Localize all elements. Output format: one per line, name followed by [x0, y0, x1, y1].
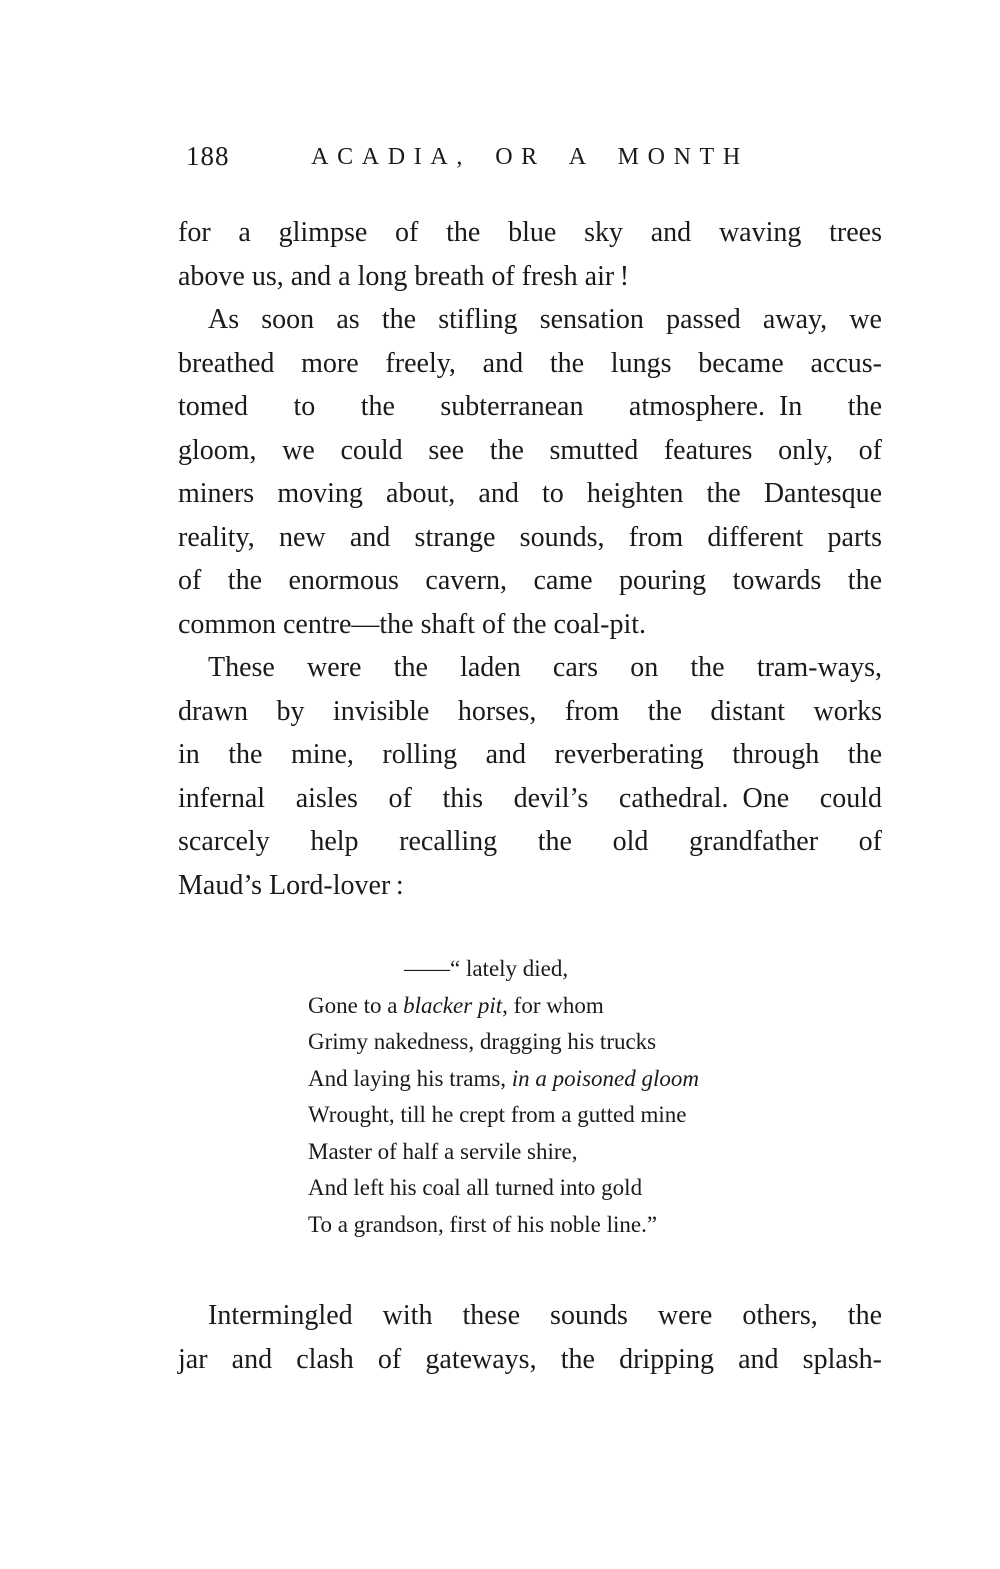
text-line: Maud’s Lord-lover :	[178, 869, 404, 901]
poem-line	[308, 951, 882, 988]
text-line: drawn by invisible horses, from the distant works	[178, 695, 882, 727]
poem-line	[308, 988, 882, 1025]
poem-text: ——“ lately died,	[404, 956, 569, 981]
text-line: tomed to the subterranean atmosphere. In the	[178, 391, 882, 422]
text-line: Intermingled with these sounds were others, the	[208, 1300, 882, 1331]
poem-text: To a grandson, first of his noble line.”	[308, 1211, 658, 1237]
paragraph-4	[178, 1294, 882, 1381]
text-line: above us, and a long breath of fresh air !	[178, 260, 630, 292]
paragraph-1	[178, 211, 882, 298]
poem-text-italic: in a poisoned gloom	[511, 1065, 699, 1091]
poem-line	[308, 1207, 882, 1244]
text-line: for a glimpse of the blue sky and waving trees	[178, 217, 882, 248]
text-line: in the mine, rolling and reverberating through the	[178, 739, 882, 770]
poem-text: Wrought, till he crept from a gutted mine	[308, 1102, 687, 1127]
text-line: These were the laden cars on the tram-ways,	[208, 652, 882, 683]
verse-quotation	[308, 951, 882, 1243]
text-line: As soon as the stifling sensation passed away, we	[208, 304, 882, 335]
poem-text-italic: blacker pit	[403, 992, 503, 1018]
poem-line	[308, 1024, 882, 1061]
text-line: scarcely help recalling the old grandfather of	[178, 826, 882, 857]
text-line: miners moving about, and to heighten the Dantesque	[178, 478, 882, 509]
text-line: reality, new and strange sounds, from different parts	[178, 521, 882, 553]
paragraph-3	[178, 646, 882, 907]
page-body	[178, 211, 882, 1381]
poem-text: Master of half a servile shire,	[308, 1138, 578, 1164]
poem-line	[308, 1170, 882, 1207]
poem-text: , for whom	[502, 992, 604, 1018]
text-line: gloom, we could see the smutted features only, of	[178, 434, 882, 466]
text-line: of the enormous cavern, came pouring towards the	[178, 565, 882, 596]
poem-text: And laying his trams,	[308, 1065, 512, 1091]
poem-text: And left his coal all turned into gold	[308, 1175, 643, 1200]
text-line: common centre—the shaft of the coal-pit.	[178, 608, 647, 640]
text-line: jar and clash of gateways, the dripping and splash-	[178, 1343, 882, 1375]
running-head	[178, 140, 882, 174]
poem-line	[308, 1097, 882, 1134]
poem-line	[308, 1061, 882, 1098]
page-number: 188	[186, 141, 230, 171]
poem-text: Gone to a	[308, 992, 404, 1018]
poem-text: Grimy nakedness, dragging his trucks	[308, 1029, 657, 1054]
text-line: infernal aisles of this devil’s cathedral. One could	[178, 782, 882, 814]
paragraph-2	[178, 298, 882, 646]
text-line: breathed more freely, and the lungs became accus-	[178, 347, 882, 379]
running-title: ACADIA, OR A MONTH	[311, 144, 749, 170]
poem-line	[308, 1134, 882, 1171]
